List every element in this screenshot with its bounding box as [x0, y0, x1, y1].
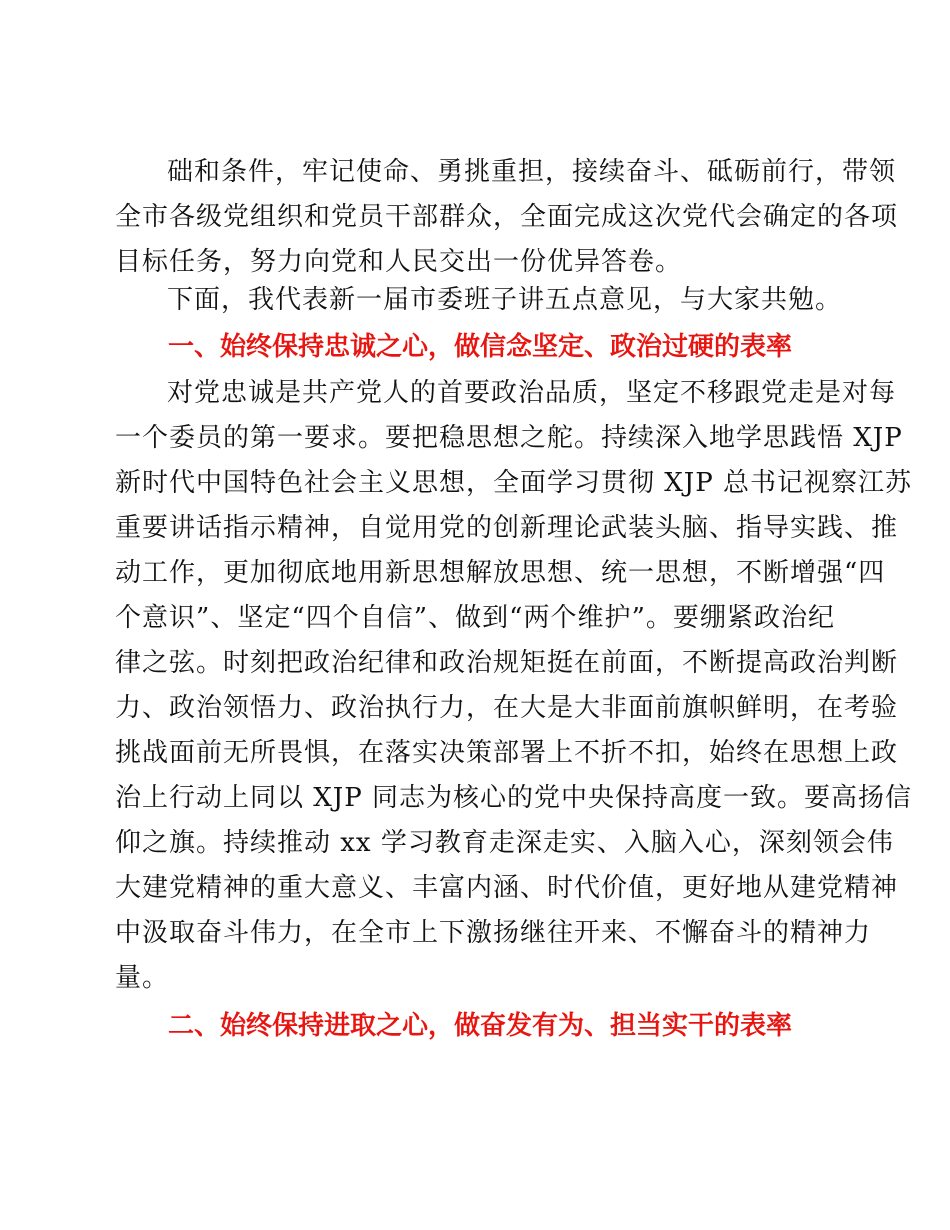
- section-heading-1: 一、始终保持忠诚之心，做信念坚定、政治过硬的表率: [168, 332, 793, 362]
- text-line: 挑战面前无所畏惧，在落实决策部署上不折不扣，始终在思想上政: [115, 738, 899, 768]
- text-line: 一个委员的第一要求。要把稳思想之舵。持续深入地学思践悟 XJP: [115, 423, 903, 453]
- text-line: 仰之旗。持续推动 xx 学习教育走深走实、入脑入心，深刻领会伟: [115, 828, 894, 858]
- text-line: 律之弦。时刻把政治纪律和政治规矩挺在前面，不断提高政治判断: [115, 648, 899, 678]
- text-line: 重要讲话指示精神，自觉用党的创新理论武装头脑、指导实践、推: [115, 513, 899, 543]
- text-line: 力、政治领悟力、政治执行力，在大是大非面前旗帜鲜明，在考验: [115, 693, 899, 723]
- text-line: 量。: [115, 963, 170, 993]
- text-line: 础和条件，牢记使命、勇挑重担，接续奋斗、砥砺前行，带领: [167, 157, 897, 187]
- text-line: 个意识”、坚定“四个自信”、做到“两个维护”。要绷紧政治纪: [115, 603, 835, 633]
- text-line: 中汲取奋斗伟力，在全市上下激扬继往开来、不懈奋斗的精神力: [115, 918, 872, 948]
- text-line: 治上行动上同以 XJP 同志为核心的党中央保持高度一致。要高扬信: [115, 783, 912, 813]
- text-line: 下面，我代表新一届市委班子讲五点意见，与大家共勉。: [167, 285, 843, 315]
- text-line: 动工作，更加彻底地用新思想解放思想、统一思想，不断增强“四: [115, 558, 886, 588]
- text-line: 对党忠诚是共产党人的首要政治品质，坚定不移跟党走是对每: [167, 378, 897, 408]
- text-line: 目标任务，努力向党和人民交出一份优异答卷。: [115, 247, 683, 277]
- section-heading-2: 二、始终保持进取之心，做奋发有为、担当实干的表率: [168, 1011, 793, 1041]
- text-line: 大建党精神的重大意义、丰富内涵、时代价值，更好地从建党精神: [115, 873, 899, 903]
- text-line: 新时代中国特色社会主义思想，全面学习贯彻 XJP 总书记视察江苏: [115, 468, 912, 498]
- text-line: 全市各级党组织和党员干部群众，全面完成这次党代会确定的各项: [115, 202, 899, 232]
